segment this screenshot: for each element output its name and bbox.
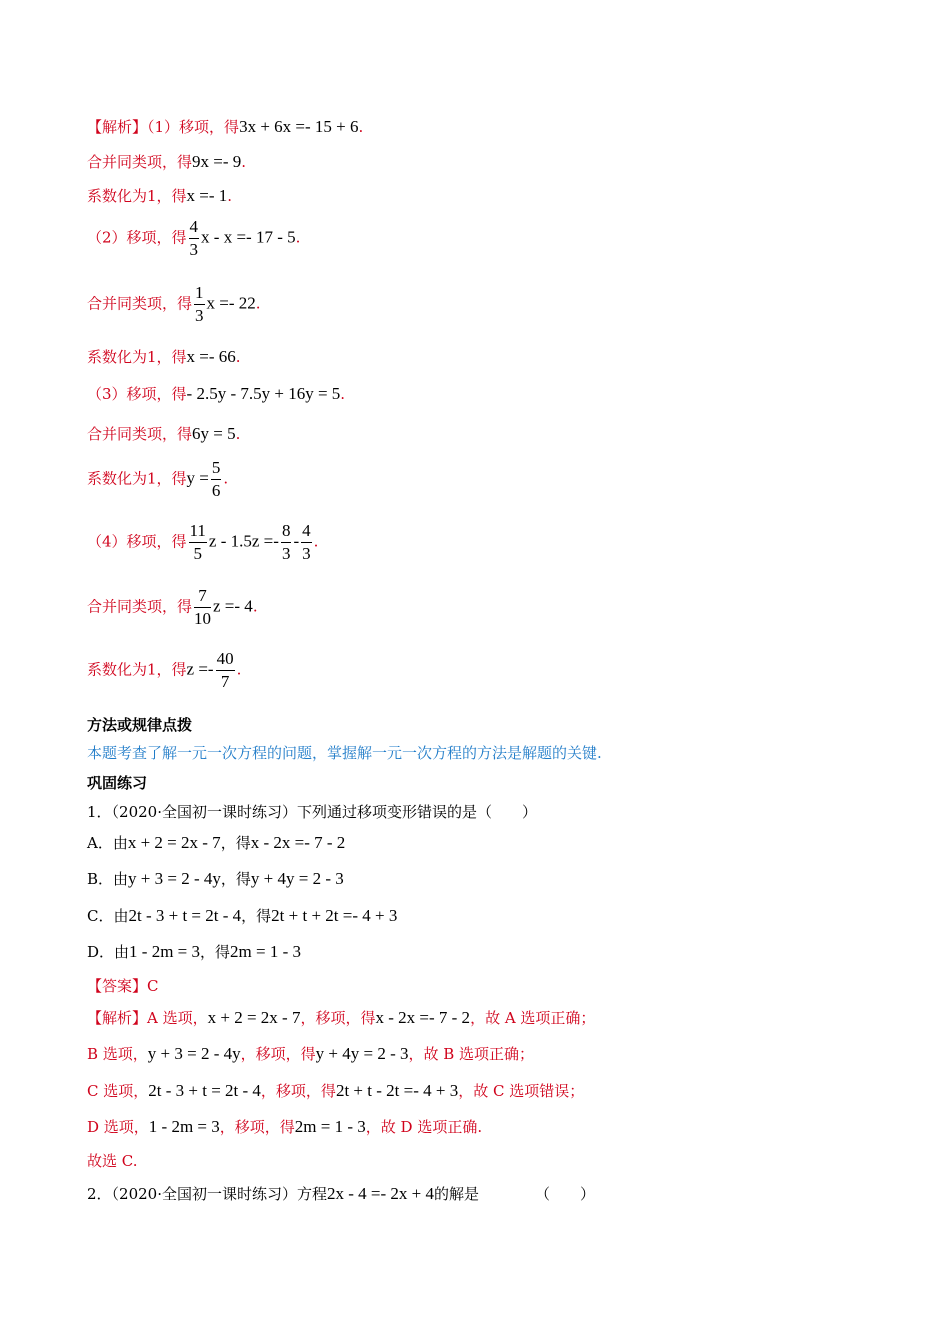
option-ref: B 选项， [87,1045,148,1063]
equation: - [293,531,300,551]
numerator: 11 [189,522,207,543]
step-label: （3）移项，得 [87,385,187,403]
denominator: 6 [211,480,221,500]
equation: x =- 1 [186,186,228,205]
equation: z - 1.5z =- [208,531,279,551]
step-label: 合并同类项，得 [87,294,193,313]
practice-heading: 巩固练习 [87,774,148,792]
analysis-line-6 [87,346,241,367]
period: . [252,597,258,616]
fraction [194,587,211,628]
equation: y + 3 = 2 - 4y [128,869,221,888]
denominator: 3 [281,543,291,563]
analysis-line-9 [87,459,228,500]
method-heading: 方法或规律点拨 [87,716,193,734]
step-label: 系数化为1，得 [87,348,187,366]
option-label: A．由 [87,834,128,852]
analysis-b [87,1043,534,1064]
analysis-a [87,1007,595,1028]
analysis-line-10 [87,522,318,563]
denominator: 3 [189,239,199,259]
equation: z =- 4 [213,596,253,616]
option-ref: A 选项， [147,1009,208,1027]
period: . [227,187,233,205]
question-text: 的解是 [434,1185,480,1203]
step-label: 合并同类项，得 [87,597,193,616]
analysis-line-7 [87,383,345,404]
numerator: 5 [211,459,222,480]
question-1-stem: 1．（2020·全国初一课时练习）下列通过移项变形错误的是（ ） [87,803,537,821]
step-label: 系数化为1，得 [87,660,187,679]
answer-value: C [147,977,159,995]
step-label: （2）移项，得 [87,228,187,247]
option-ref: D 选项， [87,1118,149,1136]
equation: x =- 22 [206,293,256,313]
equation: 9x =- 9 [192,152,242,171]
period: . [295,228,301,247]
equation: x - 2x =- 7 - 2 [250,833,346,852]
analysis-line-5 [87,284,261,325]
numerator: 7 [194,587,211,608]
equation: x - 2x =- 7 - 2 [375,1008,471,1027]
option-ref: C 选项， [87,1082,149,1100]
step-label: 合并同类项，得 [87,153,193,171]
numerator: 4 [189,218,200,239]
step-label: （4）移项，得 [87,532,187,551]
period: . [313,532,319,551]
denominator: 5 [193,543,202,563]
analysis-d [87,1116,482,1137]
analysis-line-3 [87,185,232,206]
conclusion: 故选 C. [87,1152,138,1170]
connector: ，移项，得 [300,1009,376,1027]
method-text: 本题考查了解一元一次方程的问题，掌握解一元一次方程的方法是解题的关键. [87,744,602,762]
analysis-line-2 [87,151,246,172]
analysis-line-1 [87,116,363,137]
analysis-label: 【解析】 [87,1009,148,1027]
equation: 1 - 2m = 3 [148,1117,220,1136]
verdict: ，故 B 选项正确； [408,1045,535,1063]
connector: ，移项，得 [240,1045,316,1063]
step-label: 系数化为1，得 [87,469,187,488]
fraction [301,522,312,563]
equation: x =- 66 [186,347,236,366]
equation: 6y = 5 [192,424,236,443]
fraction [281,522,292,563]
answer-line [87,975,159,996]
equation: 2x - 4 =- 2x + 4 [327,1184,434,1203]
question-text: 2．（2020·全国初一课时练习）方程 [87,1185,327,1203]
analysis-line-12 [87,650,241,691]
equation: y + 4y = 2 - 3 [315,1044,409,1063]
equation: x + 2 = 2x - 7 [127,833,221,852]
verdict: ，故 D 选项正确. [365,1118,483,1136]
verdict: ，故 A 选项正确； [470,1009,596,1027]
denominator: 10 [194,608,212,628]
denominator: 3 [302,543,311,563]
fraction [189,522,207,563]
denominator: 7 [220,671,230,691]
period: . [223,469,229,488]
analysis-line-4 [87,218,300,259]
equation: x + 2 = 2x - 7 [207,1008,301,1027]
denominator: 3 [195,305,204,325]
numerator: 40 [216,650,235,671]
equation: z =- [186,659,214,679]
analysis-c [87,1080,584,1101]
period: . [255,294,261,313]
equation: 2t - 3 + t = 2t - 4 [128,906,242,925]
fraction [216,650,235,691]
numerator: 1 [194,284,205,305]
connector: ，移项，得 [260,1082,336,1100]
option-d [87,941,301,962]
equation: y + 4y = 2 - 3 [250,869,344,888]
equation: x - x =- 17 - 5 [201,227,296,247]
step-label: （1）移项，得 [147,118,240,136]
analysis-label: 【解析】 [87,118,148,136]
equation: y = [186,468,209,488]
equation: y + 3 = 2 - 4y [147,1044,241,1063]
option-label: C．由 [87,907,129,925]
fraction [211,459,222,500]
analysis-line-8 [87,423,240,444]
answer-label: 【答案】 [87,977,148,995]
option-label: D．由 [87,943,130,961]
step-label: 系数化为1，得 [87,187,187,205]
analysis-line-11 [87,587,258,628]
equation: 2t + t - 2t =- 4 + 3 [335,1081,459,1100]
fraction [194,284,205,325]
equation: - 2.5y - 7.5y + 16y = 5 [186,384,341,403]
period: . [235,348,241,366]
period: . [236,660,242,679]
fraction [189,218,200,259]
equation: 2m = 1 - 3 [230,942,302,961]
equation: 2t + t + 2t =- 4 + 3 [271,906,398,925]
equation: 1 - 2m = 3 [129,942,201,961]
period: . [235,425,241,443]
option-a [87,832,345,853]
question-2-stem [87,1183,595,1204]
equation: 2t - 3 + t = 2t - 4 [148,1081,261,1100]
equation: 2m = 1 - 3 [294,1117,366,1136]
connector: ，得 [220,870,251,888]
connector: ，移项，得 [219,1118,295,1136]
option-label: B．由 [87,870,129,888]
period: . [340,385,346,403]
connector: ，得 [200,943,231,961]
option-c [87,905,397,926]
answer-blank: （ ） [535,1185,596,1203]
verdict: ，故 C 选项错误； [458,1082,585,1100]
period: . [241,153,247,171]
connector: ，得 [220,834,251,852]
step-label: 合并同类项，得 [87,425,193,443]
numerator: 4 [301,522,312,543]
connector: ，得 [241,907,272,925]
equation: 3x + 6x =- 15 + 6 [239,117,359,136]
period: . [358,118,364,136]
option-b [87,868,344,889]
numerator: 8 [281,522,292,543]
